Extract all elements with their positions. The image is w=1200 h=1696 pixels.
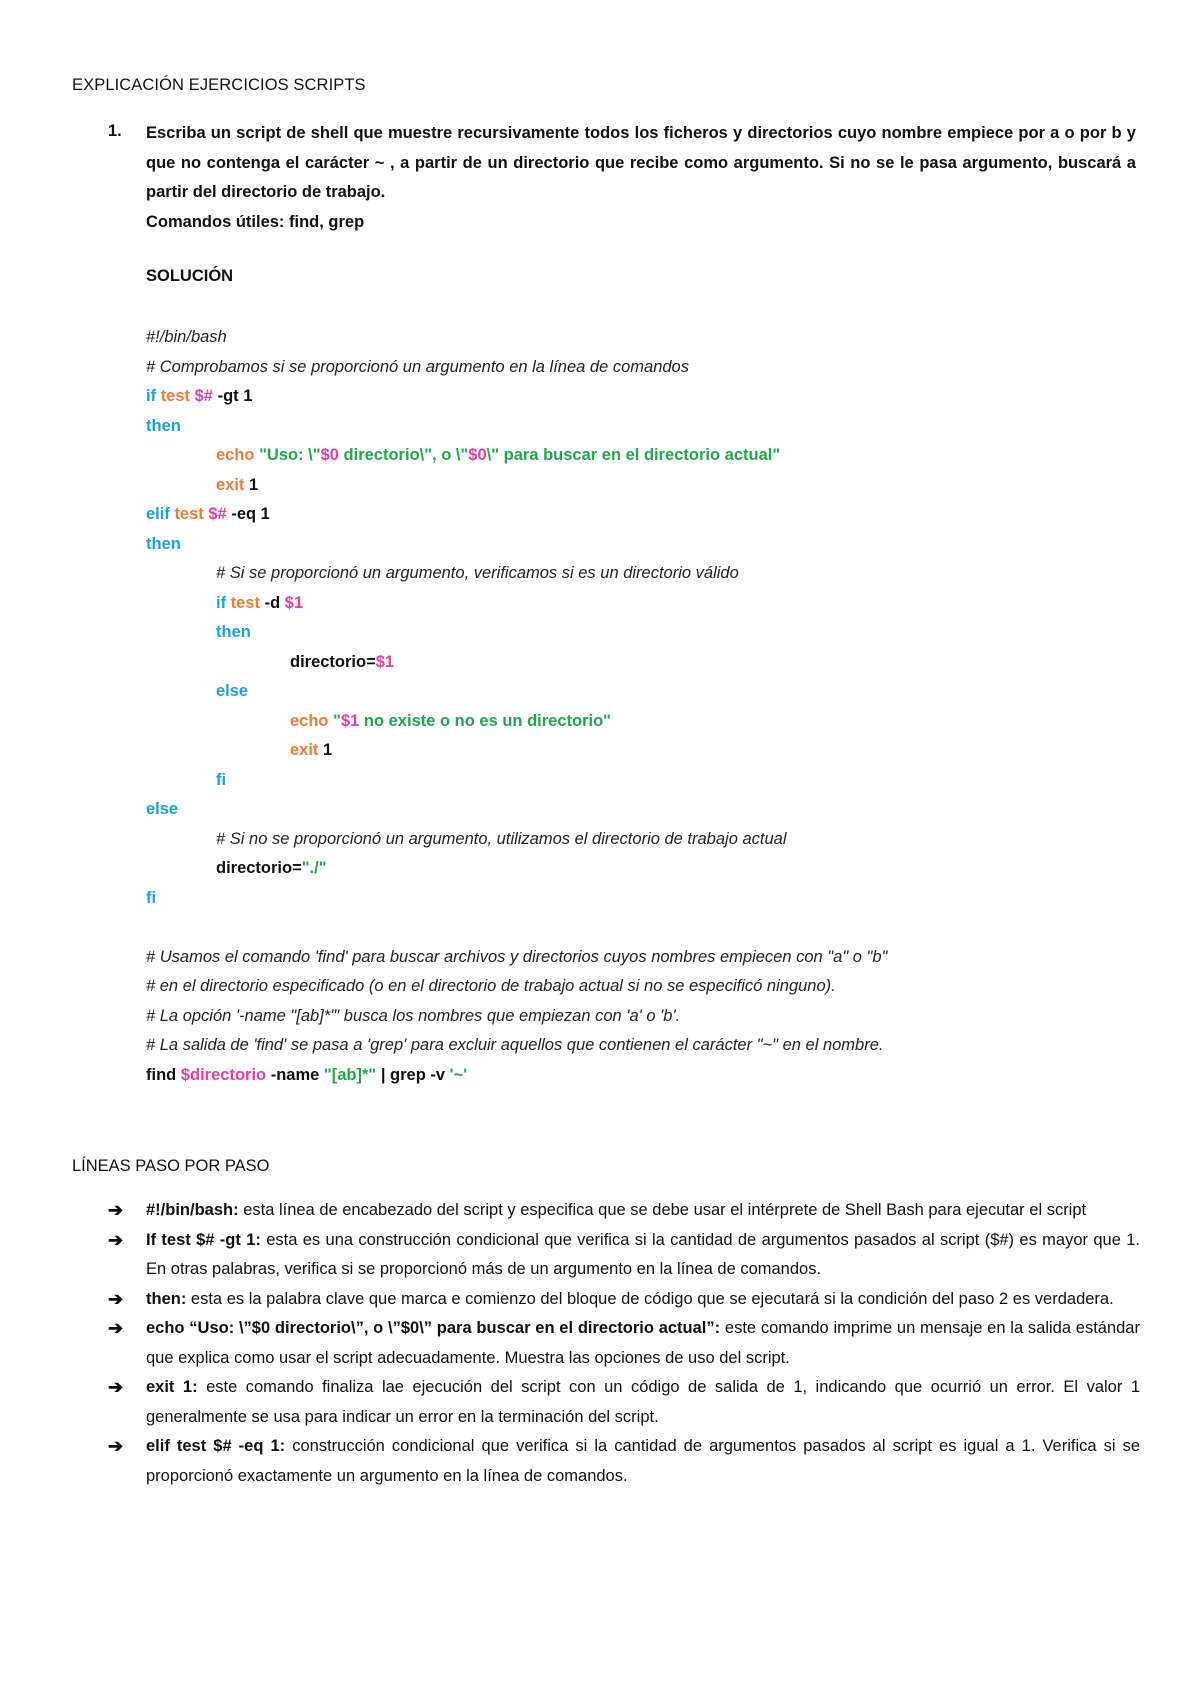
code-string: "./" <box>301 859 327 877</box>
code-variable: $1 <box>340 711 360 730</box>
code-operator: -d <box>264 593 281 612</box>
code-keyword-else: else <box>216 682 249 700</box>
exercise-number: 1. <box>108 122 122 140</box>
step-text: esta es la palabra clave que marca e comienzo del bloque de código que se ejecutará si la condición del paso 2 es verdadera. <box>190 1289 1114 1308</box>
code-line-exit <box>146 471 1146 501</box>
code-line-assign-default <box>146 854 1146 884</box>
code-line-echo-usage <box>146 441 1146 471</box>
code-line-if <box>146 382 1146 412</box>
list-item <box>106 1314 1140 1373</box>
code-variable: $0 <box>468 446 487 464</box>
code-command: test <box>160 387 191 405</box>
code-string: " <box>333 711 341 730</box>
code-number: 1 <box>323 741 333 759</box>
code-string: "Uso: \" <box>259 446 321 464</box>
right-arrow-icon: ➔ <box>108 1377 124 1397</box>
step-text: este comando imprime un mensaje en la salida estándar que explica como usar el script adecuadamente. Muestra las opciones de uso del script. <box>146 1319 1140 1367</box>
code-comment: # en el directorio especificado (o en el directorio de trabajo actual si no se especificó ninguno). <box>146 977 836 995</box>
code-pipe: | grep -v <box>380 1065 446 1084</box>
code-variable: $0 <box>320 446 339 464</box>
code-command: echo <box>290 711 329 730</box>
code-line-if-dir <box>146 589 1146 619</box>
right-arrow-icon: ➔ <box>108 1200 124 1220</box>
step-label: elif test $# -eq 1: <box>146 1437 286 1455</box>
code-comment: # La opción '-name "[ab]*"' busca los nombres que empiezan con 'a' o 'b'. <box>146 1006 681 1025</box>
steps-title: LÍNEAS PASO POR PASO <box>72 1157 270 1175</box>
list-item <box>106 1226 1140 1285</box>
code-string: "[ab]*" <box>323 1065 377 1084</box>
code-keyword-then: then <box>146 416 181 435</box>
step-text: esta línea de encabezado del script y especifica que se debe usar el intérprete de Shell Bash para ejecutar el script <box>243 1201 1087 1219</box>
list-item <box>106 1432 1140 1491</box>
solution-label: SOLUCIÓN <box>146 267 234 285</box>
code-line-assign <box>146 648 1146 678</box>
code-comment: # Si no se proporcionó un argumento, utilizamos el directorio de trabajo actual <box>216 829 787 848</box>
code-comment: # Comprobamos si se proporcionó un argumento en la línea de comandos <box>146 357 689 376</box>
right-arrow-icon: ➔ <box>108 1229 124 1250</box>
list-item <box>106 1373 1140 1432</box>
list-item <box>106 1285 1140 1315</box>
step-text: construcción condicional que verifica si la cantidad de argumentos pasados al script es igual a 1. Verifica si se proporcionó exactamente un argumento en la línea de comandos. <box>146 1437 1140 1485</box>
step-label: echo “Uso: \”$0 directorio\”, o \”$0\” para buscar en el directorio actual”: <box>146 1319 721 1337</box>
code-line-elif <box>146 500 1146 530</box>
code-command: test <box>174 505 204 523</box>
code-operator: -eq 1 <box>231 505 270 523</box>
code-keyword: if <box>146 387 157 405</box>
right-arrow-icon: ➔ <box>108 1436 124 1456</box>
code-keyword-fi: fi <box>216 770 227 789</box>
code-keyword-else: else <box>146 800 179 818</box>
code-variable: $1 <box>284 593 304 612</box>
code-keyword: if <box>216 593 227 612</box>
code-string: directorio\", o \" <box>343 446 469 464</box>
step-text: este comando finaliza lae ejecución del script con un código de salida de 1, indicando que ocurrió un error. El valor 1 generalmente se usa para indicar un error en la terminación del script. <box>146 1378 1140 1426</box>
code-command: test <box>230 593 261 612</box>
code-comment: # Usamos el comando 'find' para buscar archivos y directorios cuyos nombres empiecen con "a" o "b" <box>146 947 888 966</box>
list-item <box>106 1196 1140 1226</box>
code-string: \" para buscar en el directorio actual" <box>486 446 781 464</box>
step-label: #!/bin/bash: <box>146 1201 239 1219</box>
code-shebang: #!/bin/bash <box>146 328 227 346</box>
code-command: find <box>146 1065 177 1084</box>
code-keyword: elif <box>146 505 170 523</box>
code-operator: -gt 1 <box>217 387 253 405</box>
steps-list <box>106 1196 1140 1491</box>
code-command: echo <box>216 446 255 464</box>
code-comment: # La salida de 'find' se pasa a 'grep' para excluir aquellos que contienen el carácter "~" en el nombre. <box>146 1036 884 1054</box>
code-keyword-then: then <box>146 534 181 553</box>
code-line-echo-error <box>146 707 1146 737</box>
code-spacer <box>146 913 1146 943</box>
code-string: no existe o no es un directorio" <box>363 711 612 730</box>
step-text: esta es una construcción condicional que verifica si la cantidad de argumentos pasados al script ($#) es mayor que 1. En otras palabras, verifica si se proporcionó más de un argumento en la línea de comandos. <box>146 1230 1140 1278</box>
code-variable: $1 <box>375 652 395 671</box>
exercise-text: Escriba un script de shell que muestre recursivamente todos los ficheros y directorios cuyo nombre empiece por a o por b y que no contenga el carácter ~ , a partir de un directorio que recibe como argumento. Si no se le pasa argumento, buscará a partir del directorio de trabajo. <box>146 124 1136 201</box>
code-variable: $# <box>208 505 227 523</box>
code-string: '~' <box>449 1065 468 1084</box>
code-number: 1 <box>249 475 259 494</box>
right-arrow-icon: ➔ <box>108 1288 124 1309</box>
code-line-find <box>146 1061 1146 1091</box>
code-line-exit <box>146 736 1146 766</box>
code-command: exit <box>216 475 245 494</box>
exercise-statement <box>146 119 1136 237</box>
code-assignment: directorio= <box>290 652 376 671</box>
code-keyword-fi: fi <box>146 888 157 907</box>
step-label: exit 1: <box>146 1378 198 1396</box>
code-command: exit <box>290 741 319 759</box>
step-label: then: <box>146 1289 187 1308</box>
exercise-commands: Comandos útiles: find, grep <box>146 212 365 231</box>
code-block <box>146 323 1146 1090</box>
code-assignment: directorio= <box>216 859 302 877</box>
code-keyword-then: then <box>216 623 251 641</box>
document-title: EXPLICACIÓN EJERCICIOS SCRIPTS <box>72 76 366 94</box>
code-variable: $directorio <box>180 1065 267 1084</box>
right-arrow-icon: ➔ <box>108 1318 124 1338</box>
code-comment: # Si se proporcionó un argumento, verificamos si es un directorio válido <box>216 564 739 582</box>
code-variable: $# <box>194 387 213 405</box>
step-label: If test $# -gt 1: <box>146 1230 261 1249</box>
code-operator: -name <box>270 1065 320 1084</box>
